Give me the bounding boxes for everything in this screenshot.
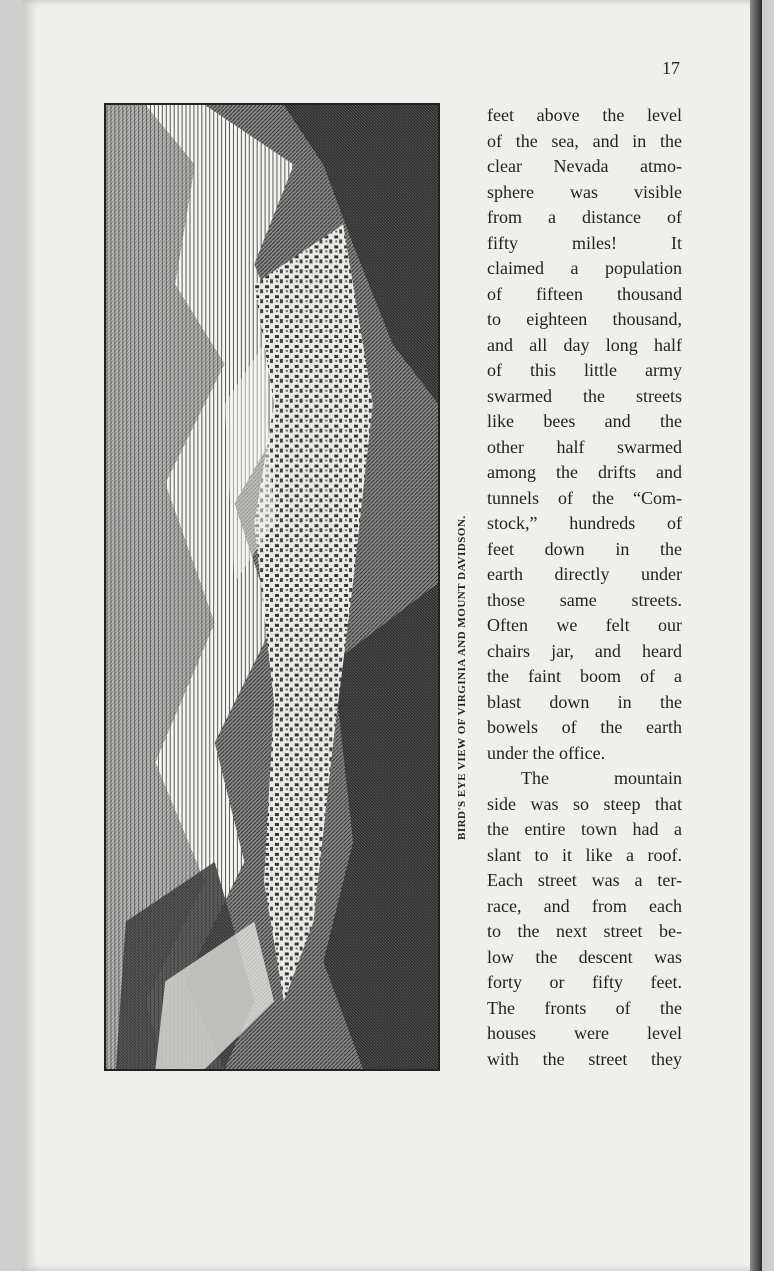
body-text — [487, 103, 682, 1072]
text-line: houses were level — [487, 1023, 682, 1043]
text-line: to eighteen thousand, — [487, 309, 682, 329]
text-line: earth directly under — [487, 564, 682, 584]
text-line: The mountain — [521, 768, 682, 788]
text-line: sphere was visible — [487, 181, 682, 202]
text-line: like bees and the — [487, 411, 682, 431]
text-line: claimed a population — [487, 258, 682, 278]
text-line: under the office. — [487, 742, 606, 763]
text-line: of the sea, and in the — [487, 130, 682, 151]
text-line: race, and from each — [487, 895, 682, 916]
birds-eye-engraving — [104, 103, 440, 1071]
text-line: blast down in the — [487, 691, 682, 712]
text-line: fifty miles! It — [487, 232, 682, 253]
text-line: from a distance of — [487, 207, 682, 227]
text-line: chairs jar, and heard — [487, 640, 682, 661]
book-page — [22, 0, 762, 1271]
text-line: with the street they — [487, 1048, 682, 1069]
text-line: The fronts of the — [487, 997, 682, 1018]
text-line: those same streets. — [487, 589, 682, 610]
text-line: feet down in the — [487, 538, 682, 559]
text-line: feet above the level — [487, 105, 682, 125]
text-line: the faint boom of a — [487, 666, 682, 686]
text-line: bowels of the earth — [487, 717, 682, 737]
text-line: and all day long half — [487, 334, 682, 355]
text-line: swarmed the streets — [487, 385, 682, 406]
text-line: slant to it like a roof. — [487, 844, 682, 865]
illustration-caption: BIRD'S EYE VIEW OF VIRGINIA AND MOUNT DAVIDSON. — [456, 515, 468, 840]
text-line: Often we felt our — [487, 615, 682, 635]
text-line: side was so steep that — [487, 793, 682, 814]
text-line: other half swarmed — [487, 436, 682, 457]
text-line: of this little army — [487, 360, 682, 380]
text-line: low the descent was — [487, 946, 682, 967]
text-line: among the drifts and — [487, 462, 682, 482]
text-line: of fifteen thousand — [487, 283, 682, 304]
text-line: to the next street be- — [487, 921, 682, 941]
engraving-image — [106, 105, 438, 1069]
text-line: forty or fifty feet. — [487, 972, 682, 992]
text-line: Each street was a ter- — [487, 870, 682, 890]
text-line: stock,” hundreds of — [487, 513, 682, 533]
page-number: 17 — [662, 58, 680, 78]
text-line: tunnels of the “Com- — [487, 487, 682, 508]
text-line: clear Nevada atmo- — [487, 156, 682, 176]
text-line: the entire town had a — [487, 819, 682, 839]
page-edge — [750, 0, 762, 1271]
